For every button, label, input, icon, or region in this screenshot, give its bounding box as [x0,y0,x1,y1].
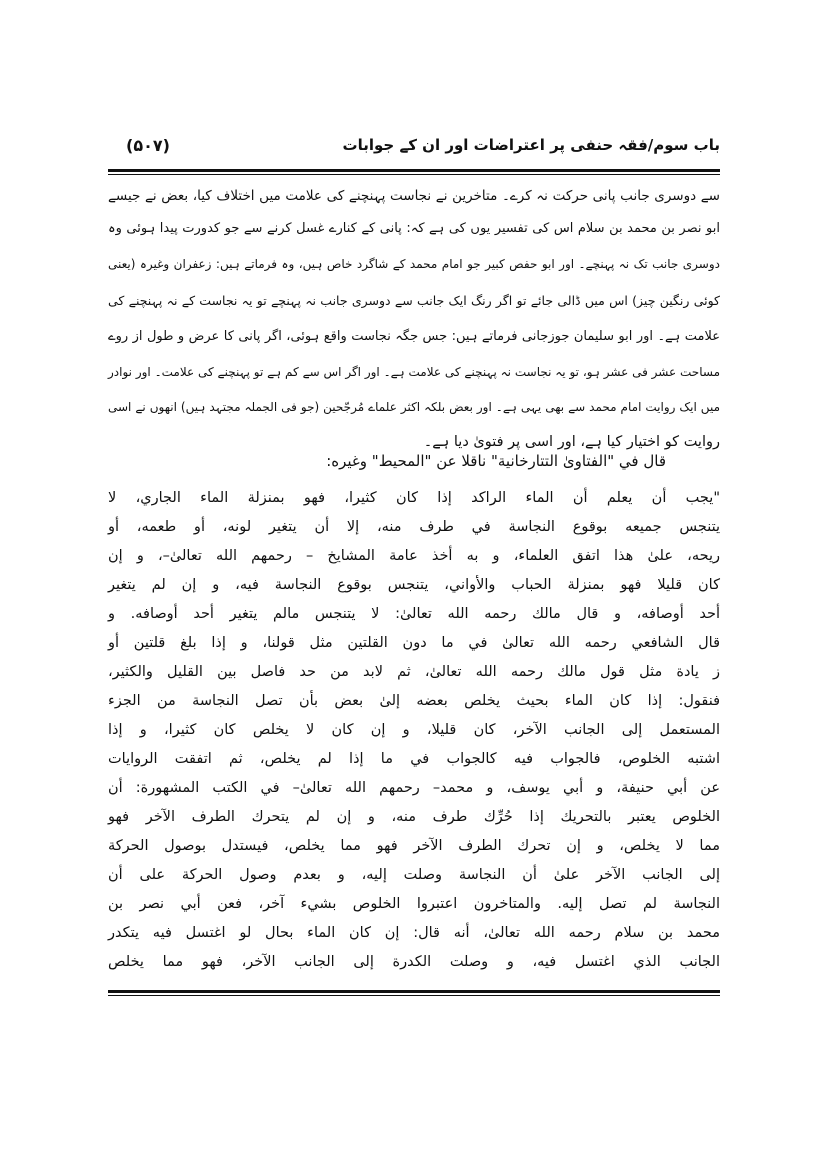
arabic-text-line: الجانب الذي اغتسل فيه، و وصلت الكدرة إلى الجانب الآخر، فهو مما يخلص [108,954,720,970]
arabic-text-line: "يجب أن يعلم أن الماء الراكد إذا كان كثيرا، فهو بمنزلة الماء الجاري، لا [108,490,720,506]
arabic-text-line: الخلوص يعتبر بالتحريك إذا حُرِّك طرف منه، و إن لم يتحرك الطرف الآخر فهو [108,809,720,825]
footer-rule [108,990,720,996]
urdu-text-line: علامت ہے۔ اور ابو سلیمان جوزجانی فرماتے ہیں: جس جگہ نجاست واقع ہوئی، اگر پانی کا عرض و طول از روے [108,329,720,344]
running-header [108,134,720,162]
header-rule [108,169,720,175]
arabic-text-line: النجاسة لم تصل إليه. والمتاخرون اعتبروا الخلوص بشيء آخر، فعن أبي نصر بن [108,896,720,912]
header-rule-thick [108,169,720,172]
footer-rule-thin [108,995,720,996]
page-number: (۵۰۷) [126,136,170,155]
arabic-text-line: يتنجس جميعه بوقوع النجاسة في طرف منه، إلا أن يتغير لونه، أو طعمه، أو [108,519,720,535]
arabic-text-line: ز يادة مثل قول مالك رحمه الله تعالىٰ، ثم لابد من حد فاصل بين القليل والكثير، [108,664,720,680]
urdu-text-line: دوسری جانب تک نہ پہنچے۔ اور ابو حفص کبیر جو امام محمد کے شاگرد خاص ہیں، وہ فرماتے ہیں: زعفران وغیرہ (یعنی [108,257,720,271]
footer-rule-thick [108,990,720,993]
arabic-text-line: عن أبي حنيفة، و أبي يوسف، و محمد– رحمهم الله تعالىٰ– في الكتب المشهورة: أن [108,780,720,796]
arabic-text-line: مما لا يخلص، و إن تحرك الطرف الآخر فهو مما يخلص، فيستدل بوصول الحركة [108,838,720,854]
quote-heading: قال في "الفتاوىٰ التتارخانية" ناقلا عن "المحيط" وغيره: [326,452,666,470]
urdu-text-line: مساحت عشر فی عشر ہو، تو یہ نجاست نہ پہنچنے کی علامت ہے۔ اور اگر اس سے کم ہے تو پہنچنے کی علامت۔ اور نوادر [108,365,720,379]
urdu-text-line: روایت کو اختیار کیا ہے، اور اسی پر فتویٰ دیا ہے۔ [423,434,720,450]
arabic-text-line: ريحه، علىٰ هذا اتفق العلماء، و به أخذ عامة المشايخ – رحمهم الله تعالىٰ–، و إن [108,548,720,564]
urdu-text-line: ابو نصر بن محمد بن سلام اس کی تفسیر یوں کی ہے کہ: پانی کے کنارے غسل کرنے سے جو کدورت پیدا ہوئی وہ [108,221,720,236]
arabic-text-line: قال الشافعي رحمه الله تعالىٰ في ما دون القلتين مثل قولنا، و إذا بلغ قلتين أو [108,635,720,651]
header-rule-thin [108,174,720,175]
chapter-title: باب سوم/فقہ حنفی پر اعتراضات اور ان کے جوابات [342,136,720,154]
urdu-text-line: کوئی رنگین چیز) اس میں ڈالی جائے تو اگر رنگ ایک جانب سے دوسری جانب نہ پہنچے تو یہ نجاست کے نہ پہنچنے کی [108,293,720,308]
arabic-text-line: كان قليلا فهو بمنزلة الحباب والأواني، يتنجس بوقوع النجاسة فيه، و إن لم يتغير [108,577,720,593]
arabic-text-line: فنقول: إذا كان الماء بحيث يخلص بعضه إلىٰ بعض بأن تصل النجاسة من الجزء [108,693,720,709]
urdu-text-line: سے دوسری جانب پانی حرکت نہ کرے۔ متاخرین نے نجاست پہنچنے کی علامت میں اختلاف کیا، بعض نے جیسے [108,188,720,204]
urdu-text-line: میں ایک روایت امام محمد سے بھی یہی ہے۔ اور بعض بلکہ اکثر علماے مُرجّحین (جو فی الجملہ مجتہد ہیں) انھوں نے اسی [108,400,720,414]
arabic-text-line: أحد أوصافه، و قال مالك رحمه الله تعالىٰ: لا يتنجس مالم يتغير أحد أوصافه. و [108,606,720,622]
arabic-text-line: محمد بن سلام رحمه الله تعالىٰ، أنه قال: إن كان الماء بحال لو اغتسل فيه يتكدر [108,925,720,941]
arabic-text-line: المستعمل إلى الجانب الآخر، كان قليلا، و إن كان لا يخلص كان كثيرا، و إذا [108,722,720,738]
arabic-text-line: اشتبه الخلوص، فالجواب فيه كالجواب في ما إذا لم يخلص، ثم اتفقت الروايات [108,751,720,767]
arabic-text-line: إلى الجانب الآخر علىٰ أن النجاسة وصلت إليه، و بعدم وصول الحركة على أن [108,867,720,883]
